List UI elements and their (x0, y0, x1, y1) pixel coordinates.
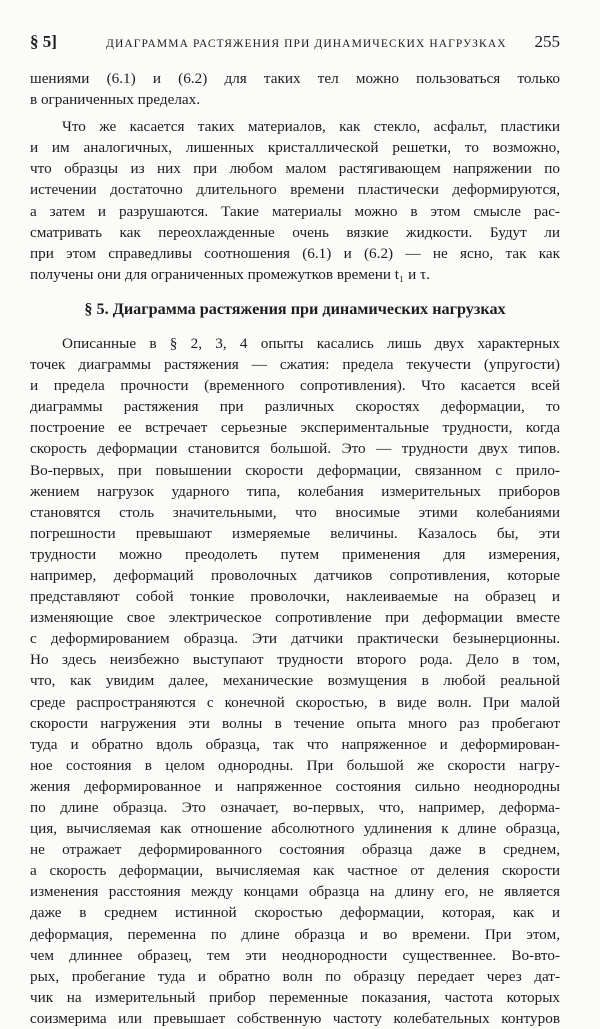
text-line: ция, вычисляемая как отношение абсолютного удлинения к длине образца, (30, 820, 560, 838)
text-line: по длине образца. Это означает, во-первых, что, например, деформа- (30, 799, 560, 816)
text-line: сматривать как переохлажденные очень вязкие жидкости. Будут ли (30, 223, 560, 241)
text-line: Что же касается таких материалов, как стекло, асфальт, пластики (62, 118, 560, 136)
text-line: диаграммы растяжения при различных скоростях деформации, то (30, 398, 560, 416)
text-line: чем длиннее образец, тем эти неоднородности существеннее. Во-вто- (30, 946, 560, 964)
text-line: при этом справедливы соотношения (6.1) и (6.2) — не ясно, так как (30, 244, 560, 262)
text-line: представляют собой тонкие проволочки, наклеиваемые на образец и (30, 588, 560, 606)
text-line: Но здесь неизбежно выступают трудности второго рода. Дело в том, (30, 651, 560, 669)
body-text (30, 68, 560, 1029)
text-line: жения деформированное и напряженное состояния сильно неоднородны (30, 777, 560, 795)
paragraph-continuation (30, 68, 560, 110)
text-line: деформация, переменна по длине образца и во времени. При этом, (30, 925, 560, 943)
section-heading: § 5. Диаграмма растяжения при динамических нагрузках (84, 299, 506, 318)
paragraph-materials (30, 116, 560, 285)
text-line: что образцы из них при любом малом растягивающем напряжении по (30, 160, 560, 178)
text-line: и предела прочности (временного сопротивления). Что касается всей (30, 377, 560, 395)
text-line: не отражает деформированного состояния образца даже в среднем, (30, 841, 560, 859)
text-line: Во-первых, при повышении скорости деформации, связанном с прило- (30, 461, 560, 479)
text-line: погрешности превышают измеряемые величины. Казалось бы, эти (30, 524, 560, 542)
text-line: точек диаграммы растяжения — сжатия: предела текучести (упругости) (30, 356, 560, 374)
text-line: становятся столь значительными, что вносимые этими колебаниями (30, 503, 560, 521)
text-line: получены они для ограниченных промежутков времени t₁ и τ. (30, 265, 430, 283)
text-line: например, деформаций проволочных датчиков сопротивления, которые (30, 566, 560, 584)
text-line: туда и обратно вдоль образца, так что напряженное и деформирован- (30, 735, 560, 753)
text-line: изменяющие свое электрическое сопротивление при деформации вместе (30, 609, 560, 627)
text-line: шениями (6.1) и (6.2) для таких тел можно пользоваться только (30, 70, 560, 87)
running-header (30, 32, 560, 62)
text-line: соизмерима или превышает собственную частоту колебательных контуров (30, 1009, 560, 1027)
text-line: а скорость деформации, вычисляемая как частное от деления скорости (30, 862, 560, 880)
text-line: с деформированием образца. Эти датчики практически безынерционны. (30, 630, 560, 648)
header-section-ref: § 5] (30, 32, 57, 51)
text-line: построение ее встречает серьезные экспериментальные трудности, когда (30, 419, 560, 437)
text-line: скорости нагружения эти волны в течение опыта много раз пробегают (30, 714, 560, 732)
text-line: Описанные в § 2, 3, 4 опыты касались лишь двух характерных (62, 334, 560, 352)
text-line: среде распространяются с конечной скоростью, в виде волн. При малой (30, 693, 560, 711)
text-line: трудности можно преодолеть путем применения для измерения, (30, 545, 560, 563)
text-line: жением нагрузок ударного типа, колебания измерительных приборов (30, 482, 560, 500)
paragraph-dynamic-loads (30, 333, 560, 1029)
text-line: в ограниченных пределах. (30, 91, 201, 109)
text-line: изменения расстояния между концами образца на длину его, не является (30, 883, 560, 901)
header-running-title: ДИАГРАММА РАСТЯЖЕНИЯ ПРИ ДИНАМИЧЕСКИХ НАГРУЗКАХ (106, 38, 507, 50)
text-line: что, как увидим далее, механические возмущения в любой реальной (30, 672, 560, 690)
text-line: ное состояния в целом однородны. При большой же скорости нагру- (30, 756, 560, 774)
text-line: истечении достаточно длительного времени пластически деформируются, (30, 181, 560, 199)
page-number: 255 (534, 32, 560, 51)
text-line: рых, пробегание туда и обратно волн по образцу передает через дат- (30, 967, 560, 985)
text-line: чик на измерительный прибор переменные показания, частота которых (30, 988, 560, 1006)
text-line: даже в среднем истинной скоростью деформации, которая, как и (30, 904, 560, 922)
text-line: а затем и разрушаются. Такие материалы можно в этом смысле рас- (30, 202, 560, 220)
text-line: и им аналогичных, лишенных кристаллической решетки, то возможно, (30, 139, 560, 157)
text-line: скорость деформации становится большой. Это — трудности двух типов. (30, 440, 560, 458)
